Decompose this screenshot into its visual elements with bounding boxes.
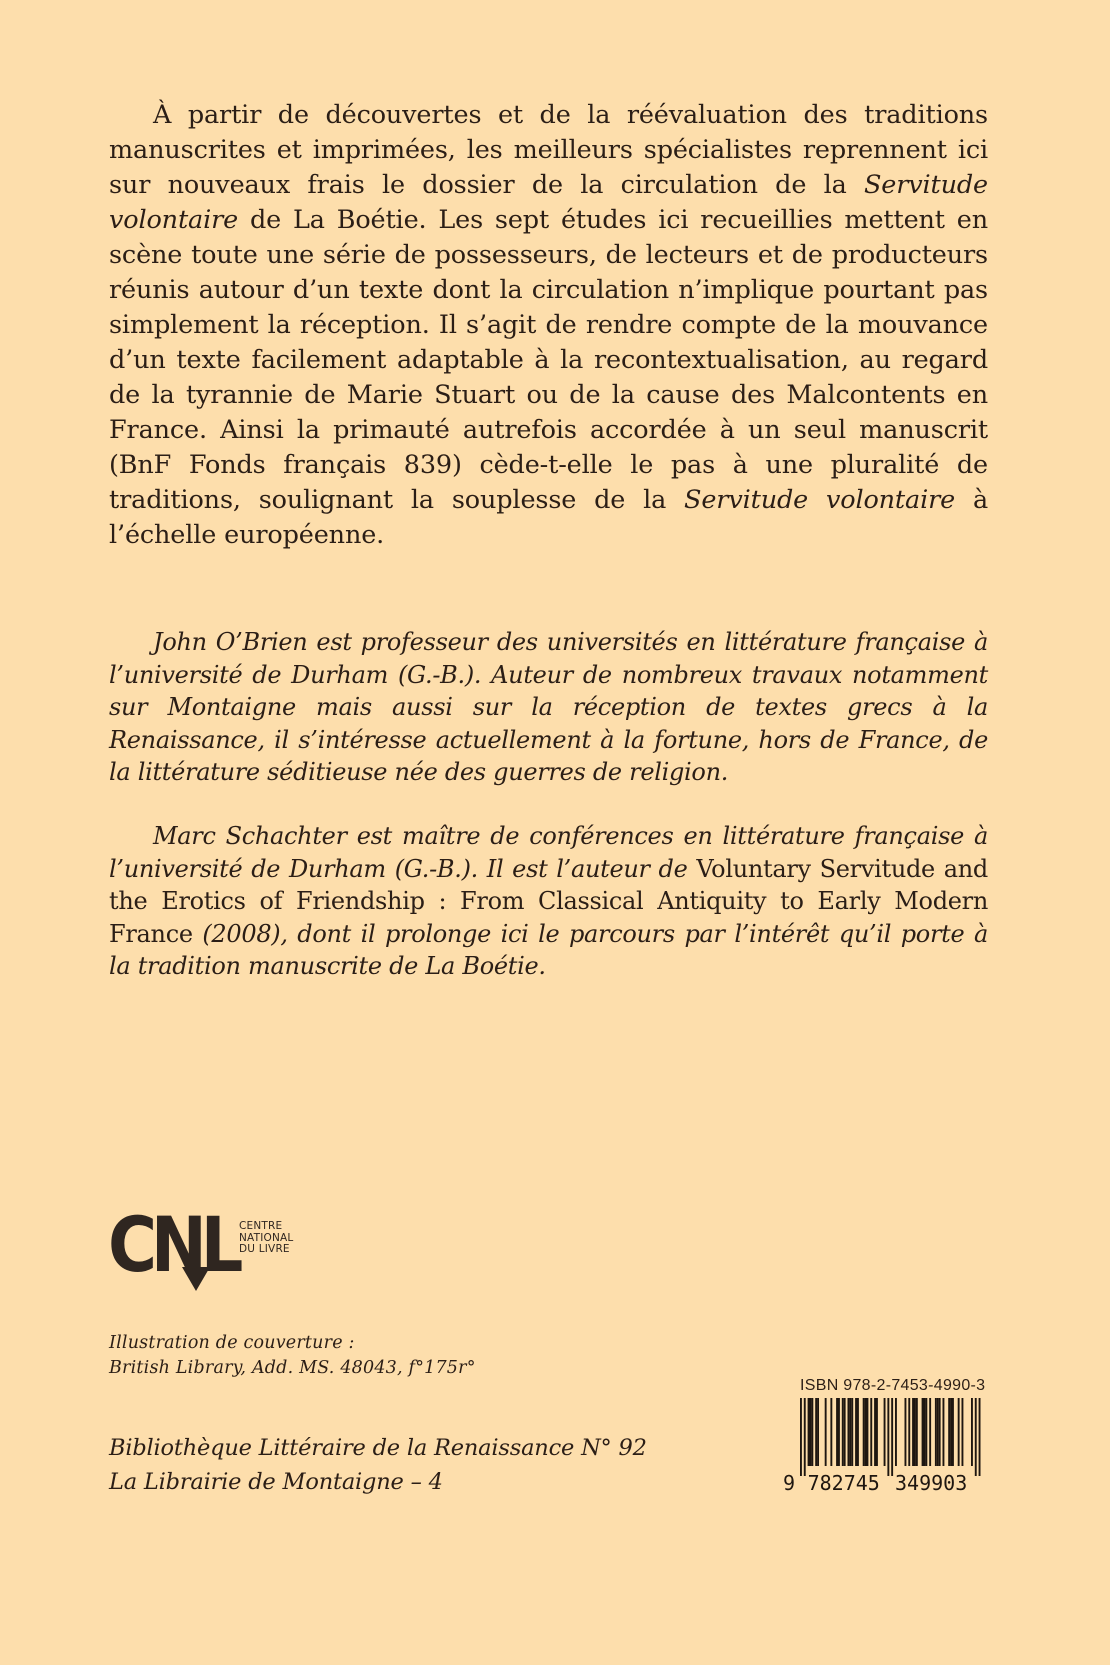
barcode-bar <box>908 1398 910 1466</box>
barcode-bar <box>863 1398 865 1466</box>
barcode-bar <box>848 1398 850 1466</box>
cnl-logo-line: CENTRE <box>239 1220 283 1232</box>
barcode-bar <box>912 1398 914 1466</box>
barcode-bar <box>884 1398 886 1466</box>
barcode-bar <box>857 1398 859 1466</box>
credit-line: British Library, Add. MS. 48043, f°175r° <box>109 1358 476 1378</box>
barcode-bar <box>925 1398 927 1466</box>
barcode-digits-left: 782745 <box>807 1471 880 1494</box>
barcode-bar <box>851 1398 853 1466</box>
barcode-bar <box>867 1398 869 1466</box>
barcode-bar <box>939 1398 941 1466</box>
isbn-barcode <box>783 1398 987 1494</box>
barcode-bar <box>804 1398 806 1476</box>
cnl-logo-letters: CNL <box>108 1200 238 1289</box>
barcode-bar <box>865 1398 867 1466</box>
barcode-bar <box>943 1398 945 1466</box>
barcode-bar <box>916 1398 918 1466</box>
barcode-bar <box>971 1398 973 1466</box>
barcode-bar <box>948 1398 950 1466</box>
cnl-logo-notch-icon <box>182 1267 210 1291</box>
barcode-bar <box>870 1398 872 1466</box>
blurb-text: À partir de découvertes et de la réévaluation des traditions manuscrites et imprimées, les meilleurs spécialistes reprennent ici sur nouveaux frais le dossier de la circulation de la <box>109 100 988 200</box>
barcode-bar <box>895 1398 897 1466</box>
bio-text: Marc Schachter est maître de conférences en littérature française à l’université de Durham (G.-B.). Il est l’auteur de <box>109 822 988 883</box>
barcode-bar <box>979 1398 981 1476</box>
bio-text: John O’Brien est professeur des universités en littérature française à l’université de Durham (G.-B.). Auteur de nombreux travaux notamment sur Montaigne mais aussi sur la réception de textes grecs à la Renaissance, il s’intéresse actuellement à la fortune, hors de France, de la littérature séditieuse née des guerres de religion. <box>109 628 988 786</box>
barcode-bar <box>876 1398 878 1466</box>
barcode-bar <box>922 1398 924 1466</box>
barcode-bar <box>817 1398 819 1466</box>
cnl-logo-line: NATIONAL <box>239 1231 294 1244</box>
series-info <box>109 1431 647 1499</box>
barcode-digits-right: 349903 <box>895 1471 968 1494</box>
blurb-text: de La Boétie. Les sept études ici recueillies mettent en scène toute une série de possesseurs, de lecteurs et de producteurs réunis autour d’un texte dont la circulation n’implique pourtant pas simplement la réception. Il s’agit de rendre compte de la mouvance d’un texte facilement adaptable à la recontextualisation, au regard de la tyrannie de Marie Stuart ou de la cause des Malcontents en France. Ainsi la primauté autrefois accordée à un seul manuscrit (BnF Fonds français 839) cède-t-elle le pas à une pluralité de traditions, soulignant la souplesse de la <box>109 205 988 515</box>
barcode-bar <box>825 1398 827 1466</box>
barcode-bar <box>808 1398 810 1466</box>
cnl-logo-line: DU LIVRE <box>239 1243 290 1255</box>
barcode-bar <box>842 1398 844 1466</box>
barcode-bar <box>950 1398 952 1466</box>
barcode-bar <box>887 1398 889 1476</box>
barcode-bar <box>929 1398 931 1466</box>
author-bio-obrien <box>109 626 988 789</box>
barcode-bar <box>975 1398 977 1476</box>
barcode-bar <box>874 1398 876 1466</box>
credit-line: Illustration de couverture : <box>109 1333 355 1353</box>
barcode-bar <box>830 1398 832 1466</box>
cnl-logo-text <box>239 1221 294 1256</box>
series-line: La Librairie de Montaigne – 4 <box>109 1469 443 1495</box>
cover-illustration-credit <box>109 1331 476 1381</box>
book-title-italic: Servitude volontaire <box>684 485 956 515</box>
barcode-bar <box>849 1398 851 1466</box>
barcode-bar <box>905 1398 907 1466</box>
barcode-bar <box>935 1398 937 1466</box>
barcode-bar <box>810 1398 812 1466</box>
back-cover-blurb <box>109 98 988 553</box>
barcode-bar <box>924 1398 926 1466</box>
bio-book-title: Voluntary Servitude and the Erotics of Friendship : From Classical Antiquity to Early Modern France <box>109 854 988 948</box>
series-line: Bibliothèque Littéraire de la Renaissance N° 92 <box>109 1435 647 1461</box>
barcode-bar <box>855 1398 857 1466</box>
isbn-label: ISBN 978-2-7453-4990-3 <box>800 1377 986 1394</box>
barcode-bar <box>891 1398 893 1476</box>
barcode-bar <box>811 1398 813 1466</box>
barcode-graphic <box>783 1398 987 1494</box>
barcode-bar <box>844 1398 846 1466</box>
barcode-digit-first: 9 <box>783 1471 796 1494</box>
author-bio-schachter <box>109 820 988 983</box>
cnl-logo <box>108 1200 308 1297</box>
blurb-text: à l’échelle européenne. <box>109 485 989 550</box>
barcode-bar <box>962 1398 964 1466</box>
barcode-bar <box>836 1398 838 1466</box>
bio-text: (2008), dont il prolonge ici le parcours par l’intérêt qu’il porte à la tradition manuscrite de La Boétie. <box>109 919 988 980</box>
barcode-bar <box>937 1398 939 1466</box>
barcode-bar <box>815 1398 817 1466</box>
barcode-bar <box>958 1398 960 1466</box>
book-title-italic: Servitude volontaire <box>109 170 988 235</box>
barcode-bar <box>914 1398 916 1466</box>
barcode-bar <box>838 1398 840 1466</box>
barcode-bar <box>952 1398 954 1466</box>
barcode-bar <box>800 1398 802 1476</box>
